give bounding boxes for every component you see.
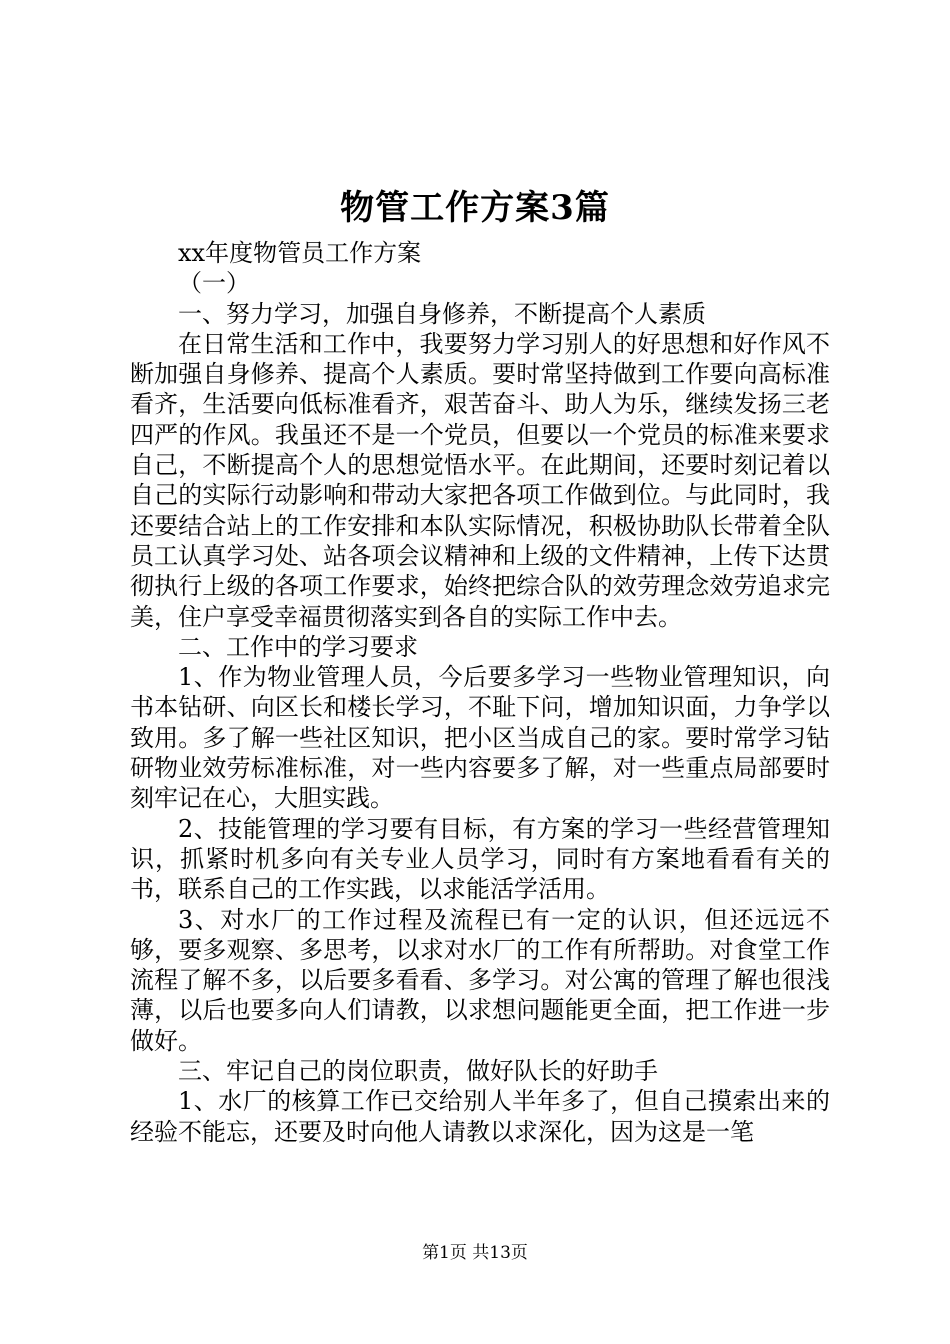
paragraph: 1、作为物业管理人员，今后要多学习一些物业管理知识，向书本钻研、向区长和楼长学习，不耻下问，增加知识面，力争学以致用。多了解一些社区知识，把小区当成自己的家。要时常学习钻研物业效劳标准标准，对一些内容要多了解，对一些重点局部要时刻牢记在心，大胆实践。 [130, 663, 830, 813]
document-body [130, 238, 830, 1147]
paragraph: 3、对水厂的工作过程及流程已有一定的认识，但还远远不够，要多观察、多思考，以求对水厂的工作有所帮助。对食堂工作流程了解不多，以后要多看看、多学习。对公寓的管理了解也很浅薄，以后也要多向人们请教，以求想问题能更全面，把工作进一步做好。 [130, 905, 830, 1055]
page-footer: 第1页 共13页 [422, 1243, 528, 1263]
paragraph: xx年度物管员工作方案 [178, 239, 422, 267]
document-title: 物管工作方案3篇 [340, 188, 610, 228]
paragraph: 在日常生活和工作中，我要努力学习别人的好思想和好作风不断加强自身修养、提高个人素质。要时常坚持做到工作要向高标准看齐，生活要向低标准看齐，艰苦奋斗、助人为乐，继续发扬三老四严的作风。我虽还不是一个党员，但要以一个党员的标准来要求自己，不断提高个人的思想觉悟水平。在此期间，还要时刻记着以自己的实际行动影响和带动大家把各项工作做到位。与此同时，我还要结合站上的工作安排和本队实际情况，积极协助队长带着全队员工认真学习处、站各项会议精神和上级的文件精神，上传下达贯彻执行上级的各项工作要求，始终把综合队的效劳理念效劳追求完美，住户享受幸福贯彻落实到各自的实际工作中去。 [130, 329, 830, 631]
section-heading: 一、努力学习，加强自身修养，不断提高个人素质 [178, 299, 706, 328]
paragraph: 2、技能管理的学习要有目标，有方案的学习一些经营管理知识，抓紧时机多向有关专业人员学习，同时有方案地看看有关的书，联系自己的工作实践，以求能活学活用。 [130, 814, 830, 904]
paragraph: （一） [178, 269, 250, 298]
section-heading: 三、牢记自己的岗位职责，做好队长的好助手 [178, 1057, 658, 1086]
paragraph: 1、水厂的核算工作已交给别人半年多了，但自己摸索出来的经验不能忘，还要及时向他人请教以求深化，因为这是一笔 [130, 1087, 830, 1146]
section-heading: 二、工作中的学习要求 [178, 632, 418, 661]
